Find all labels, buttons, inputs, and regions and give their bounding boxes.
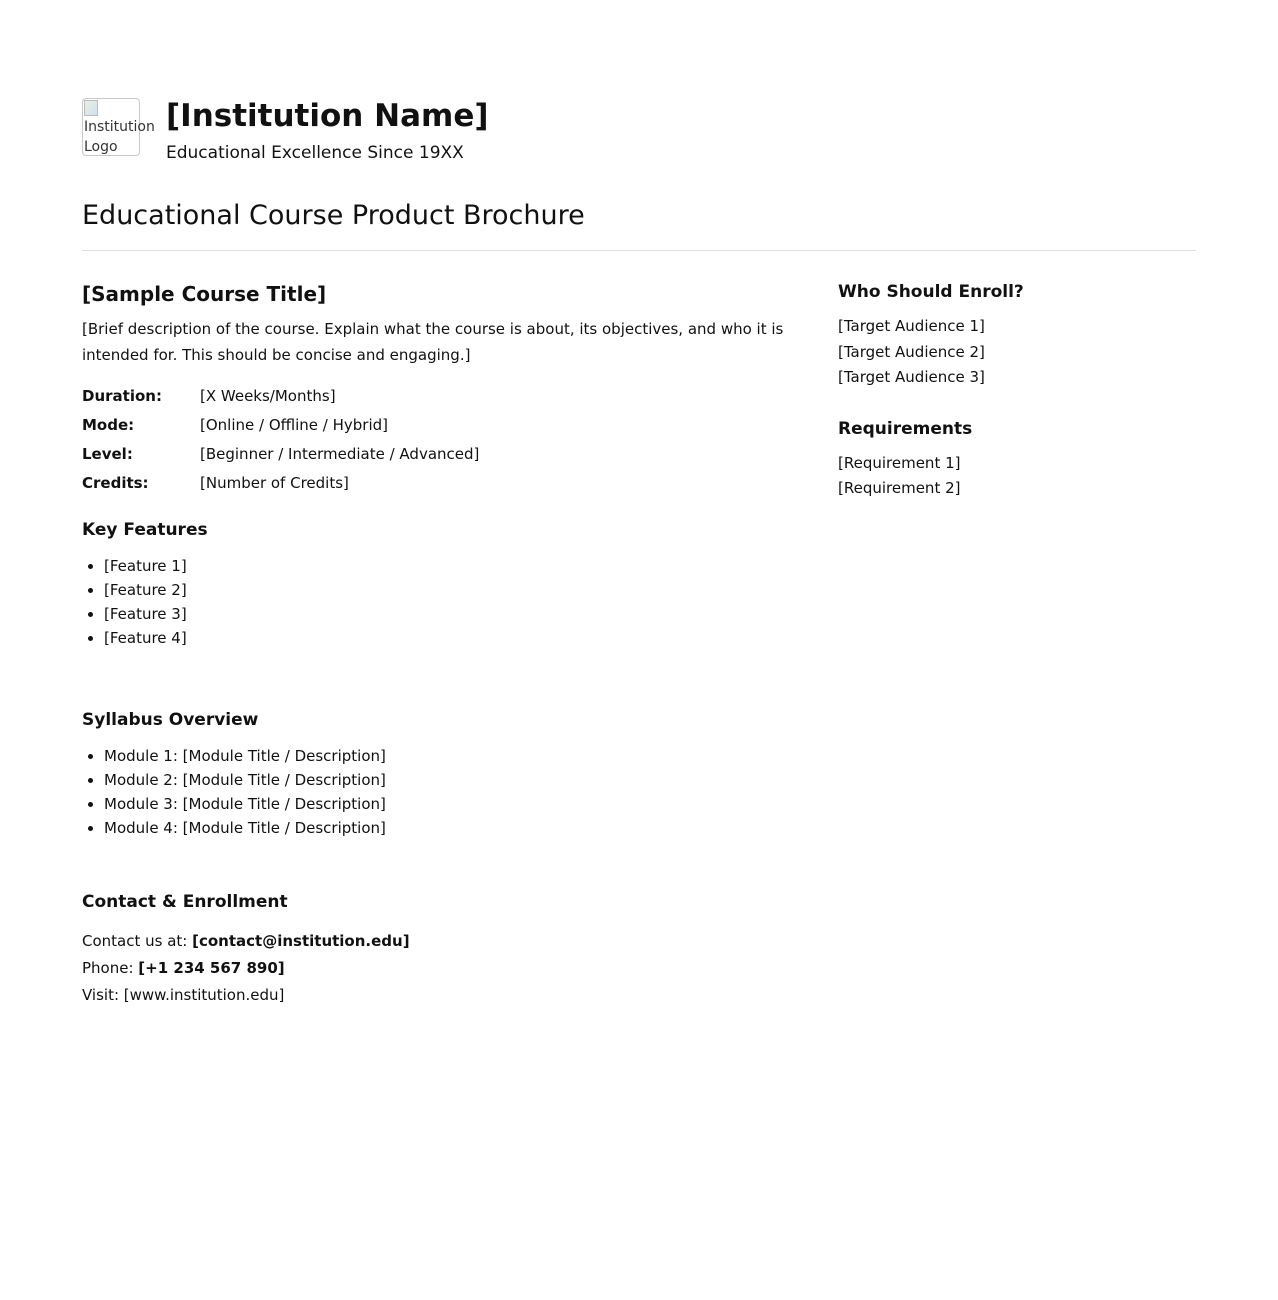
- syllabus-list: [82, 744, 802, 840]
- fact-row-mode: [82, 411, 802, 440]
- list-item: • Module 1: [Module Title / Description]: [104, 744, 802, 768]
- course-facts: [82, 382, 802, 498]
- fact-row-level: [82, 440, 802, 469]
- key-features-heading: Key Features: [82, 520, 208, 540]
- requirement-item: [Requirement 2]: [838, 479, 961, 497]
- requirements-list: [838, 451, 1196, 502]
- tagline: Educational Excellence Since 19XX: [166, 143, 464, 163]
- requirement-item: [Requirement 1]: [838, 453, 961, 472]
- fact-label: Level:: [82, 445, 133, 463]
- list-item: • Module 2: [Module Title / Description]: [104, 768, 802, 792]
- list-item: • Module 4: [Module Title / Description]: [104, 816, 802, 840]
- contact-email: [contact@institution.edu]: [192, 932, 410, 950]
- page-title: Educational Course Product Brochure: [82, 200, 585, 231]
- logo-alt-text: Institution Logo: [84, 119, 155, 155]
- fact-label: Mode:: [82, 416, 135, 434]
- syllabus-heading: Syllabus Overview: [82, 710, 259, 730]
- key-features-list: [82, 554, 802, 650]
- email-prefix: Contact us at:: [82, 932, 193, 950]
- institution-logo: [82, 98, 155, 156]
- divider: [82, 250, 1196, 251]
- contact-heading: Contact & Enrollment: [82, 892, 288, 912]
- fact-row-credits: [82, 469, 802, 498]
- fact-value: [Online / Offline / Hybrid]: [200, 416, 389, 434]
- audience-item: [Target Audience 1]: [838, 317, 985, 335]
- list-item: • Module 3: [Module Title / Description]: [104, 792, 802, 816]
- contact-website: Visit: [www.institution.edu]: [82, 986, 285, 1004]
- audience-heading: Who Should Enroll?: [838, 282, 1024, 302]
- brand-block: [166, 98, 489, 164]
- list-item: • [Feature 4]: [104, 626, 802, 650]
- fact-row-duration: [82, 382, 802, 411]
- sidebar: [838, 280, 1196, 502]
- fact-value: [X Weeks/Months]: [200, 387, 336, 405]
- audience-item: [Target Audience 3]: [838, 368, 985, 386]
- audience-list: [838, 314, 1196, 391]
- contact-details: [82, 928, 802, 1009]
- course-main: [82, 280, 802, 1009]
- brochure-header: [82, 98, 489, 164]
- fact-label: Duration:: [82, 387, 162, 405]
- institution-name: [Institution Name]: [166, 98, 489, 134]
- fact-value: [Beginner / Intermediate / Advanced]: [200, 445, 480, 463]
- contact-email-line: [82, 928, 802, 955]
- course-description: [Brief description of the course. Explain what the course is about, its objectives, and who it is intended for. This should be concise and engaging.]: [82, 320, 784, 364]
- broken-image-icon: [84, 100, 98, 116]
- fact-label: Credits:: [82, 474, 149, 492]
- list-item: • [Feature 3]: [104, 602, 802, 626]
- audience-item: [Target Audience 2]: [838, 342, 985, 361]
- course-title: [Sample Course Title]: [82, 282, 327, 306]
- list-item: • [Feature 1]: [104, 554, 802, 578]
- fact-value: [Number of Credits]: [200, 474, 349, 492]
- contact-phone-line: [82, 955, 802, 982]
- phone-prefix: Phone:: [82, 959, 139, 977]
- list-item: • [Feature 2]: [104, 578, 802, 602]
- requirements-heading: Requirements: [838, 418, 973, 439]
- contact-phone: [+1 234 567 890]: [138, 959, 285, 977]
